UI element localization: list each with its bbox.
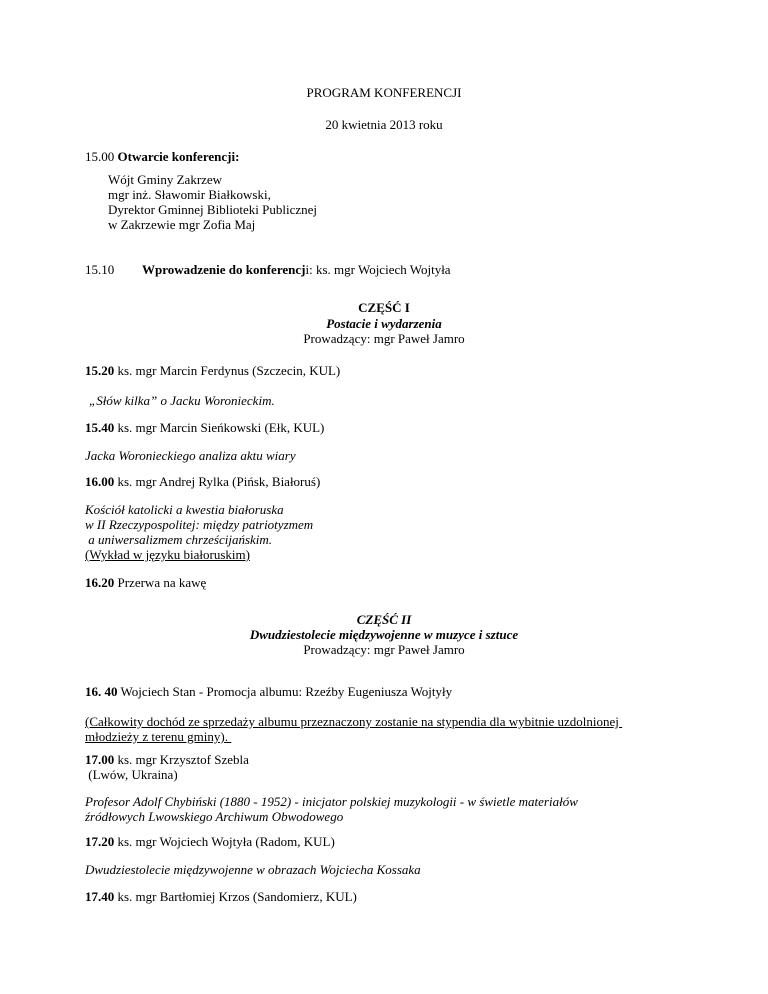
item-speaker: ks. mgr Bartłomiej Krzos (Sandomierz, KUL): [117, 889, 357, 904]
item-title-block: [85, 502, 313, 547]
part2-subtitle: Dwudziestolecie międzywojenne w muzyce i sztuce: [249, 627, 519, 642]
intro-label: Wprowadzenie do konferencj: [142, 262, 306, 277]
item-speaker: Przerwa na kawę: [117, 575, 207, 590]
item-speaker: ks. mgr Wojciech Wojtyła (Radom, KUL): [117, 834, 335, 849]
item-time: 15.40: [85, 420, 115, 435]
item-speaker: Wojciech Stan - Promocja albumu: Rzeźby Eugeniusza Wojtyły: [120, 684, 453, 699]
opening-line: mgr inż. Sławomir Białkowski,: [108, 187, 271, 202]
opening-line: w Zakrzewie mgr Zofia Maj: [108, 217, 256, 232]
item-title-line: a uniwersalizmem chrześcijańskim.: [85, 532, 273, 547]
opening-label: Otwarcie konferencji:: [117, 149, 240, 164]
item-time: 17.00: [85, 752, 115, 767]
part1-subtitle: Postacie i wydarzenia: [326, 316, 442, 331]
item-note-block: [85, 714, 622, 744]
item-title-line: Profesor Adolf Chybiński (1880 - 1952) - inicjator polskiej muzykologii - w świetle materiałów: [85, 794, 578, 809]
intro-label-tail: i:: [305, 262, 313, 277]
intro-time: 15.10: [85, 262, 115, 277]
item-speaker: ks. mgr Marcin Ferdynus (Szczecin, KUL): [117, 363, 341, 378]
opening-line: Wójt Gminy Zakrzew: [108, 172, 223, 187]
item-time: 17.40: [85, 889, 115, 904]
program-item: [85, 420, 324, 435]
program-item: [85, 834, 335, 849]
program-item: [85, 363, 340, 378]
intro-entry: [142, 262, 451, 277]
item-time: 15.20: [85, 363, 115, 378]
part1-chair: Prowadzący: mgr Paweł Jamro: [303, 331, 465, 346]
program-item: [85, 752, 249, 767]
opening-hosts: [108, 172, 317, 232]
page-title: PROGRAM KONFERENCJI: [306, 85, 462, 100]
program-item: [85, 889, 357, 904]
item-title: Dwudziestolecie międzywojenne w obrazach Wojciecha Kossaka: [85, 862, 421, 877]
item-speaker-location: (Lwów, Ukraina): [85, 767, 178, 782]
item-title-line: w II Rzeczypospolitej: między patriotyzmem: [85, 517, 314, 532]
item-note: (Wykład w języku białoruskim): [85, 547, 250, 562]
item-speaker: ks. mgr Krzysztof Szebla: [117, 752, 249, 767]
program-item: [85, 684, 452, 699]
opening-line: Dyrektor Gminnej Biblioteki Publicznej: [108, 202, 318, 217]
part2-chair: Prowadzący: mgr Paweł Jamro: [303, 642, 465, 657]
item-speaker: ks. mgr Marcin Sieńkowski (Ełk, KUL): [117, 420, 325, 435]
item-speaker: ks. mgr Andrej Rylka (Pińsk, Białoruś): [117, 474, 321, 489]
program-item: [85, 575, 206, 590]
item-title: „Słów kilka” o Jacku Woronieckim.: [89, 393, 275, 408]
opening-time: 15.00: [85, 149, 115, 164]
item-title-line: źródłowych Lwowskiego Archiwum Obwodowego: [85, 809, 344, 824]
item-title-block: [85, 794, 578, 824]
part2-heading: CZĘŚĆ II: [356, 612, 412, 627]
part1-heading: CZĘŚĆ I: [358, 300, 410, 315]
item-time: 16.20: [85, 575, 115, 590]
program-item: [85, 474, 320, 489]
item-title: Jacka Woronieckiego analiza aktu wiary: [85, 448, 296, 463]
item-time: 17.20: [85, 834, 115, 849]
intro-speaker: ks. mgr Wojciech Wojtyła: [315, 262, 451, 277]
item-note-line: (Całkowity dochód ze sprzedaży albumu przeznaczony zostanie na stypendia dla wybitnie uzdolnionej: [85, 714, 623, 729]
item-note-line: młodzieży z terenu gminy).: [85, 729, 232, 744]
opening-entry: [85, 149, 239, 164]
item-time: 16. 40: [85, 684, 118, 699]
item-title-line: Kościół katolicki a kwestia białoruska: [85, 502, 284, 517]
item-time: 16.00: [85, 474, 115, 489]
conference-date: 20 kwietnia 2013 roku: [325, 117, 443, 132]
